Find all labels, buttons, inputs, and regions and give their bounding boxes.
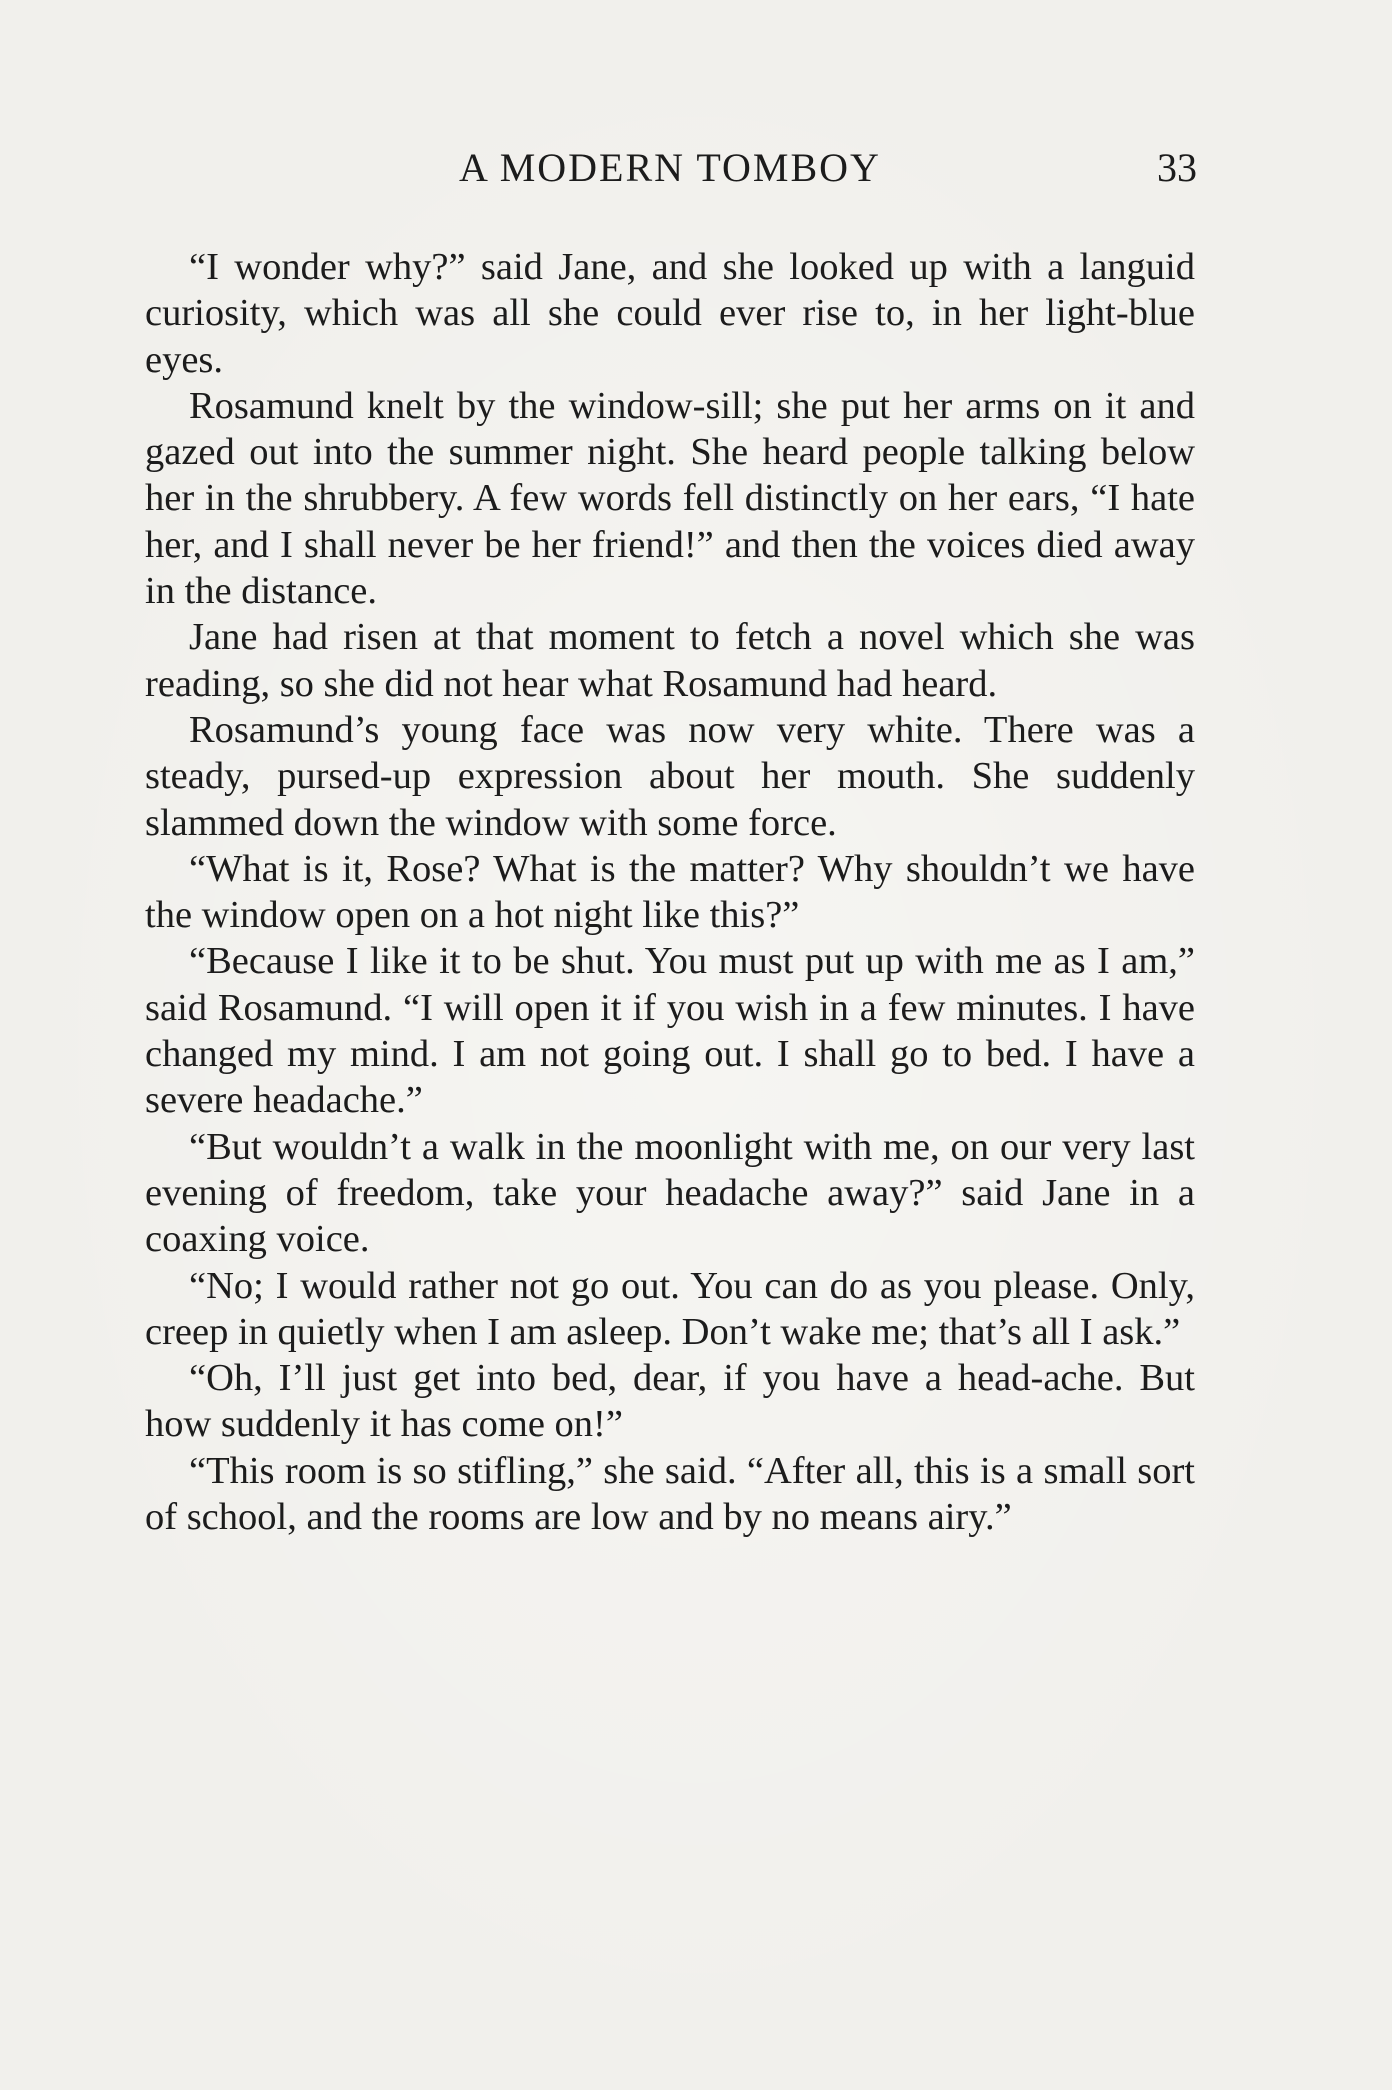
paragraph: “Oh, I’ll just get into bed, dear, if you have a head-ache. But how suddenly it has come on!”	[145, 1357, 1195, 1446]
paragraph: Jane had risen at that moment to fetch a novel which she was reading, so she did not hear what Rosamund had heard.	[145, 616, 1195, 705]
paragraph: Rosamund knelt by the window-sill; she put her arms on it and gazed out into the summer night. She heard people talking below her in the shrubbery. A few words fell distinctly on her ears, “I hate her, and I shall never be her friend!” and then the voices died away in the distance.	[145, 384, 1195, 613]
paragraph: “What is it, Rose? What is the matter? Why shouldn’t we have the window open on a hot night like this?”	[145, 847, 1195, 937]
paragraph: Rosamund’s young face was now very white. There was a steady, pursed-up expression about her mouth. She suddenly slammed down the window with some force.	[145, 708, 1195, 844]
paragraph: “Because I like it to be shut. You must put up with me as I am,” said Rosamund. “I will open it if you wish in a few minutes. I have changed my mind. I am not going out. I shall go to bed. I have a severe headache.”	[145, 940, 1195, 1122]
paragraph: “I wonder why?” said Jane, and she looked up with a languid curiosity, which was all she could ever rise to, in her light-blue eyes.	[145, 246, 1195, 381]
body-text	[145, 244, 1195, 1540]
running-title: A MODERN TOMBOY	[459, 145, 881, 190]
paragraph: “No; I would rather not go out. You can do as you please. Only, creep in quietly when I am asleep. Don’t wake me; that’s all I ask.”	[145, 1264, 1195, 1353]
paragraph: “But wouldn’t a walk in the moonlight with me, on our very last evening of freedom, take your headache away?” said Jane in a coaxing voice.	[145, 1125, 1195, 1261]
running-head	[145, 138, 1195, 198]
paragraph: “This room is so stifling,” she said. “After all, this is a small sort of school, and the rooms are low and by no means airy.”	[145, 1449, 1195, 1539]
page-number: 33	[1157, 145, 1197, 190]
